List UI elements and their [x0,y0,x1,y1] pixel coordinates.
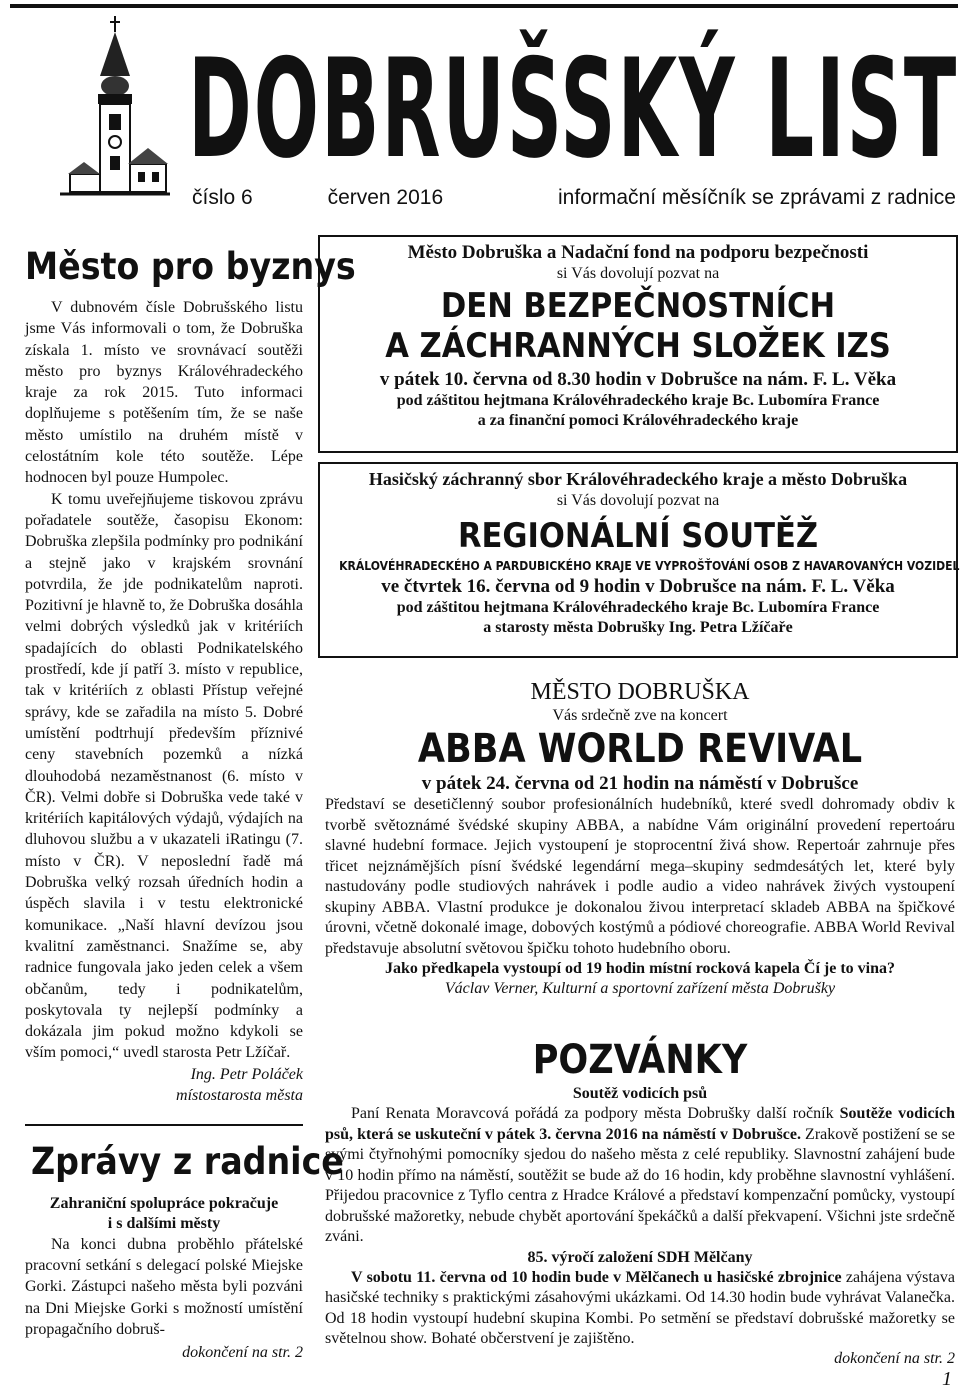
zpravy-paragraph: Na konci dubna proběhlo přátelské pracovní setkání s delegací polské Miejske Gorki. Zástupci našeho města byli pozváni na Dni Miejske Gorki s možností umístění propagačního dobruš- [25,1235,303,1338]
box2-date: ve čtvrtek 16. června od 9 hodin v Dobrušce na nám. F. L. Věka [381,576,895,597]
box1-date: v pátek 10. června od 8.30 hodin v Dobrušce na nám. F. L. Věka [379,369,897,390]
invitations-heading: POZVÁNKY [532,1037,748,1083]
issue-number: číslo 6 [192,186,253,209]
box1-support: a za finanční pomoci Královéhradeckého kraje [477,412,799,429]
box2-patron: pod záštitou hejtmana Královéhradeckého kraje Bc. Lubomíra France [396,599,880,616]
tagline: informační měsíčník se zprávami z radnice [558,186,956,209]
byznys-paragraph-1: V dubnovém čísle Dobrušského listu jsme Vás informovali o tom, že Dobruška získala 1. místo ve srovnávací soutěži město pro byznys Královéhradeckého kraje za rok 2015. Tuto informaci doplňujeme s potěšením tím, že se naše město umístilo na druhém místě v celostátním kole této soutěže. Lépe hodnocen byl pouze Humpolec. [25,299,303,487]
box2-title: REGIONÁLNÍ SOUTĚŽ [457,516,819,556]
byznys-paragraph-2: K tomu uveřejňujeme tiskovou zprávu pořadatele soutěže, časopisu Ekonom: Dobruška zlepšila podmínky pro podnikání a stejně jako v krajském srovnání potvrdila, že jde podnikatelům naproti. Pozitivní je hlavně to, že Dobruška dosáhla velmi dobrých výsledků jak v kritériích spadajících do oblasti Podnikatelského prostředí, kde jí patří 3. místo v republice, tak v kritériích z oblasti Přístup veřejné správy, kde se zařadila na místo 5. Dobré umístění podtrhují především příznivé ceny stavebních pozemků a nízká dlouhodobá nezaměstnanost (6. místo v ČR). Velmi dobře si Dobruška vede také v kritériích kapitálových výdajů, výdajích na dluhovou službu a v ukazateli iRatingu (7. místo v ČR). V neposlední řadě má Dobruška velký rozsah úředních hodin a úspěch slavila i v testu elektronické komunikace. „Naší hlavní devízou jsou kvalitní zaměstnanci. Snažíme se, aby radnice fungovala jako jeden celek a všem občanům, tedy i podnikatelům, poskytovala ty nejlepší podmínky a dokázala jim pokud možno kdykoli se vším pomoci,“ uvedl starosta Petr Lžíčař. [25,490,303,1062]
event-box-regional-competition [318,462,958,658]
signature-title: místostarosta města [176,1086,303,1104]
issue-month: červen 2016 [327,186,444,209]
church-tower-logo [60,14,170,214]
top-rule [10,4,958,8]
abba-support-act: Jako předkapela vystoupí od 19 hodin místní rocková kapela Čí je to vina? [384,960,895,977]
section-heading-zpravy: Zprávy z radnice [31,1139,344,1183]
box2-invite: si Vás dovolují pozvat na [556,492,720,509]
continued-note-right: dokončení na str. 2 [834,1349,955,1367]
invitation-1-heading: Soutěž vodicích psů [572,1085,708,1102]
left-column [25,245,356,1362]
box1-organizers: Město Dobruška a Nadační fond na podporu bezpečnosti [407,242,869,263]
continued-note-left: dokončení na str. 2 [182,1344,303,1362]
event-box-safety-day [318,235,958,453]
zpravy-subheading-1: Zahraniční spolupráce pokračuje [49,1194,279,1212]
abba-date: v pátek 24. června od 21 hodin na náměstí v Dobrušce [421,773,859,794]
page-number: 1 [942,1368,952,1390]
invitation-2-highlight: V sobotu 11. června od 10 hodin bude v Mělčanech u hasičské zbrojnice [351,1268,842,1286]
abba-organizer: MĚSTO DOBRUŠKA [530,679,750,705]
box1-invite: si Vás dovolují pozvat na [556,265,720,282]
abba-description: Představí se desetičlenný soubor profesionálních hudebníků, které svedl dohromady obdiv k tvorbě světoznámé švédské skupiny ABBA, a nabídne Vám originální provedení repertoáru slavné hudební formace. Jejich vystoupení je stoprocentní živá show. Repertoár zahrnuje přes třicet nejznámějších písní švédské legendární mega–skupiny sedmdesátých let, které byly nastudovány podle studiových nahrávek i podle audio a video nahrávek živých vystoupení skupiny ABBA. Vlastní produkce je dokonalou živou interpretací skladeb ABBA na špičkové úrovni, včetně dokonalé image, dobových kostýmů a pódiové choreografie. ABBA World Revival představuje absolutní světovou špičku tohoto hudebního oboru. [325,796,955,957]
section-divider [25,1124,303,1126]
invitations-section [325,1036,955,1368]
invitation-2-heading: 85. výročí založení SDH Mělčany [527,1248,753,1266]
abba-signature: Václav Verner, Kulturní a sportovní zařízení města Dobrušky [444,980,836,997]
invitation-2-rest: zahájena výstava hasičské techniky s praktickými zásahovými ukázkami. Od 14.30 hodin bude vyhrávat Valanečka. Od 18 hodin vystoupí hudební skupina Kombi. Po setmění se představí dobrušské mažoretky se světelnou show. Bohaté občerstvení je zajištěno. [325,1268,955,1347]
invitation-1-highlight: Soutěže vodicích psů, která se uskuteční v pátek 3. června 2016 na náměstí v Dobrušce. [325,1105,955,1143]
section-heading-byznys: Město pro byznys [25,245,356,288]
invitation-1-rest: Zrakově postižení se se svými čtyřnohými pomocníky sjedou do našeho města z celé republiky. Slavnostní zahájení bude v 10 hodin přímo na náměstí, soutěžit se bude až do 16 hodin, kdy proběhne slavnostní vyhlášení. Přijedou pracovnice z Tyflo centra z Hradce Králové a představí kompenzační pomůcky, vystoupí dobrušské mažoretky, nebude chybět aportování špekáčků a další překvapení. Všichni jste srdečně zváni. [325,1125,955,1245]
invitation-1-text [325,1104,955,1248]
box2-organizers: Hasičský záchranný sbor Královéhradeckého kraje a město Dobruška [368,469,908,489]
signature-name: Ing. Petr Poláček [190,1065,303,1083]
newspaper-title: DOBRUŠSKÝ LIST [188,28,959,189]
masthead-subline [192,185,956,211]
abba-invite: Vás srdečně zve na koncert [552,707,728,724]
abba-concert-section [325,678,955,999]
invitation-1-lead: Paní Renata Moravcová pořádá za podpory města Dobrušky další ročník [351,1105,840,1122]
box1-patron: pod záštitou hejtmana Královéhradeckého kraje Bc. Lubomíra France [396,392,880,409]
zpravy-subheading-2: i s dalšími městy [107,1214,221,1232]
box1-title-line1: DEN BEZPEČNOSTNÍCH [440,286,836,326]
invitation-2-text [325,1268,955,1350]
abba-title: ABBA WORLD REVIVAL [417,726,863,772]
box1-title-line2: A ZÁCHRANNÝCH SLOŽEK IZS [385,326,891,366]
box2-subtitle: KRÁLOVÉHRADECKÉHO A PARDUBICKÉHO KRAJE VE VYPROŠŤOVÁNÍ OSOB Z HAVAROVANÝCH VOZIDEL [339,558,960,573]
box2-patron-2: a starosty města Dobrušky Ing. Petra Lžíčaře [483,619,793,636]
